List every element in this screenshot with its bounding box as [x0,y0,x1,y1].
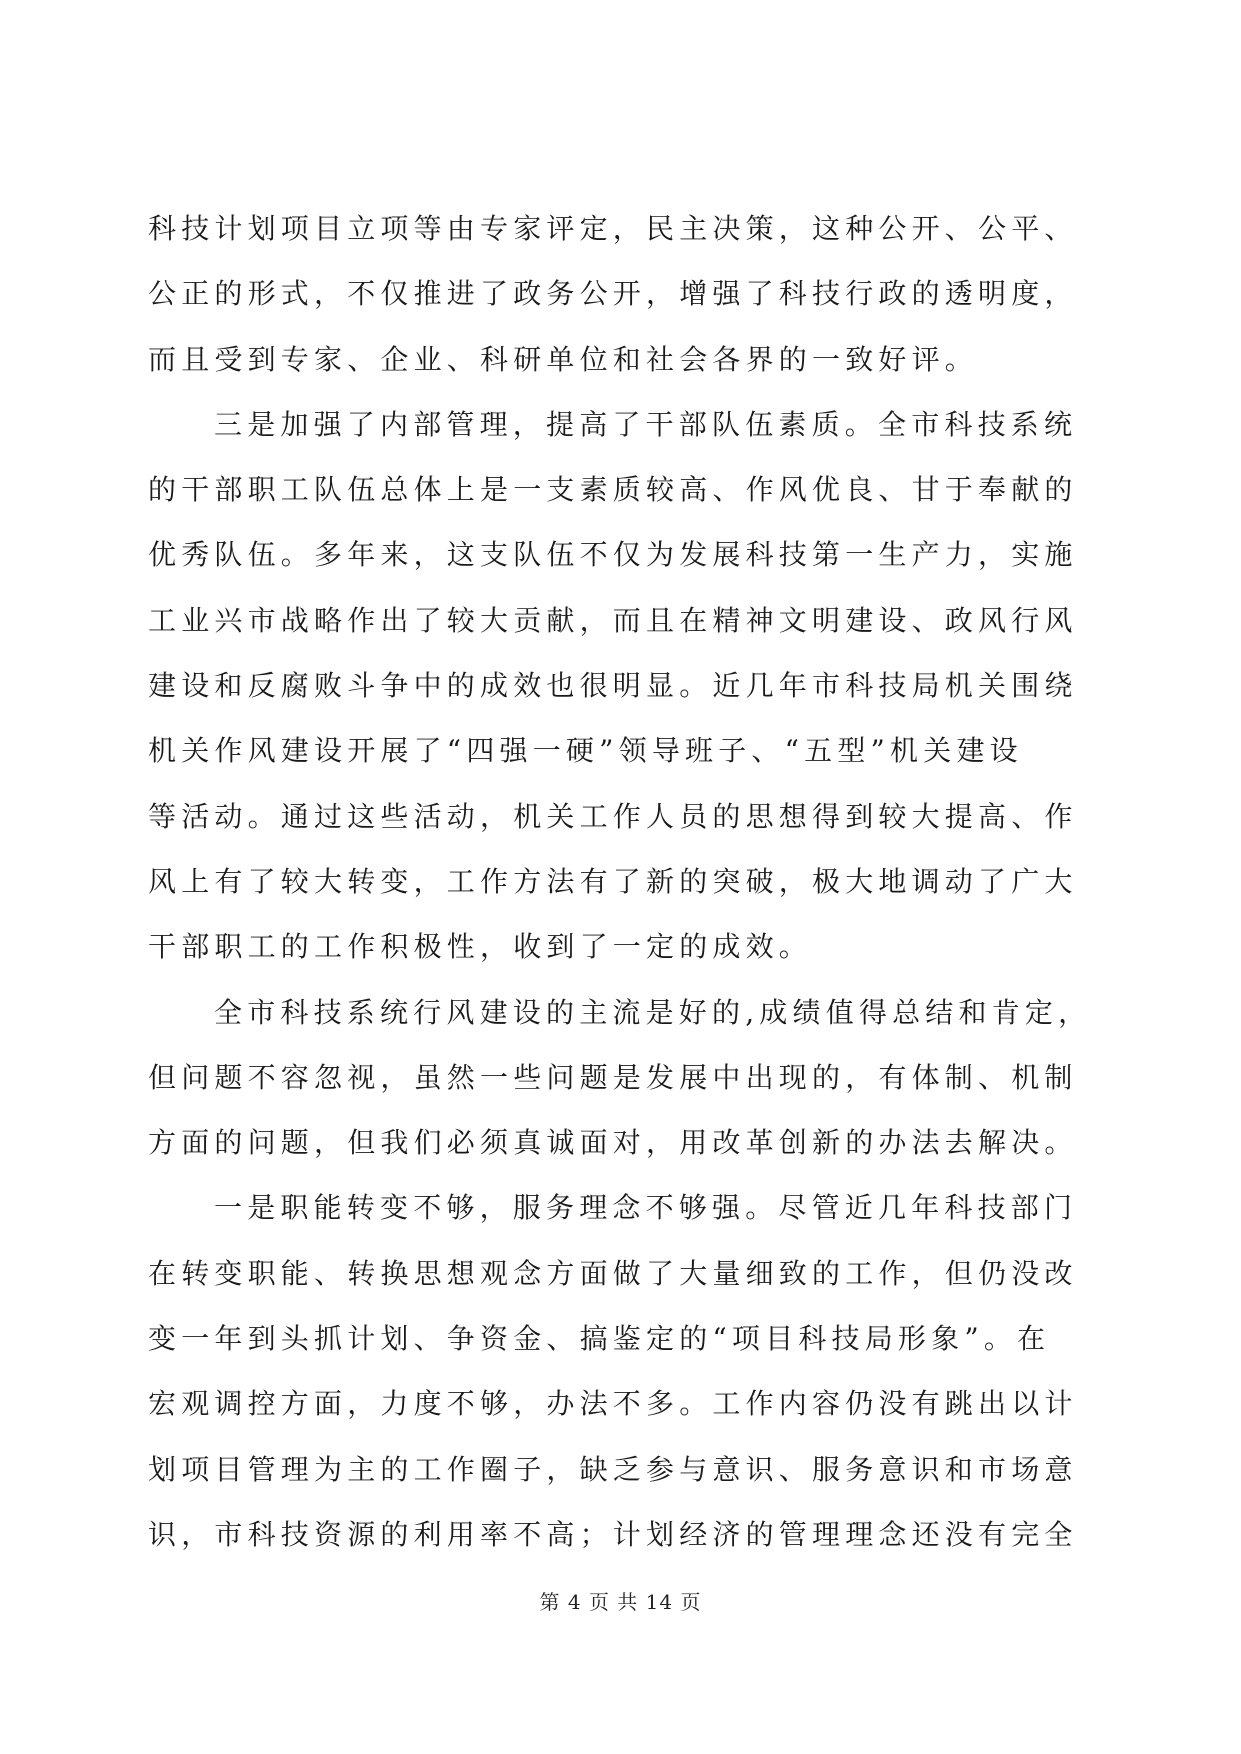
text-line: 识，市科技资源的利用率不高；计划经济的管理理念还没有完全 [148,1517,1078,1551]
text-line: 建设和反腐败斗争中的成效也很明显。近几年市科技局机关围绕 [148,669,1078,703]
paragraph-start-line: 三是加强了内部管理，提高了干部队伍素质。全市科技系统 [214,407,1078,441]
text-line: 宏观调控方面，力度不够，办法不多。工作内容仍没有跳出以计 [148,1387,1078,1421]
text-line: 工业兴市战略作出了较大贡献，而且在精神文明建设、政风行风 [148,603,1078,637]
text-line: 机关作风建设开展了“四强一硬”领导班子、“五型”机关建设 [148,734,1023,768]
text-line: 方面的问题，但我们必须真诚面对，用改革创新的办法去解决。 [148,1126,1078,1160]
text-line: 在转变职能、转换思想观念方面做了大量细致的工作，但仍没改 [148,1256,1078,1290]
text-line: 风上有了较大转变，工作方法有了新的突破，极大地调动了广大 [148,864,1078,898]
text-line: 等活动。通过这些活动，机关工作人员的思想得到较大提高、作 [148,799,1078,833]
text-line: 公正的形式，不仅推进了政务公开，增强了科技行政的透明度， [148,277,1078,311]
page-footer: 第 4 页 共 14 页 [539,1590,702,1614]
text-line: 优秀队伍。多年来，这支队伍不仅为发展科技第一生产力，实施 [148,538,1078,572]
text-line: 干部职工的工作积极性，收到了一定的成效。 [148,930,813,964]
paragraph-start-line: 全市科技系统行风建设的主流是好的,成绩值得总结和肯定， [214,995,1092,1029]
text-line: 划项目管理为主的工作圈子，缺乏参与意识、服务意识和市场意 [148,1452,1078,1486]
paragraph-start-line: 一是职能转变不够，服务理念不够强。尽管近几年科技部门 [214,1191,1078,1225]
text-line: 变一年到头抓计划、争资金、搞鉴定的“项目科技局形象”。在 [148,1322,1051,1356]
text-line: 科技计划项目立项等由专家评定，民主决策，这种公开、公平、 [148,212,1078,245]
text-line: 但问题不容忽视，虽然一些问题是发展中出现的，有体制、机制 [148,1060,1078,1094]
document-body [148,196,1094,1567]
text-line: 的干部职工队伍总体上是一支素质较高、作风优良、甘于奉献的 [148,473,1078,507]
text-line: 而且受到专家、企业、科研单位和社会各界的一致好评。 [148,342,979,376]
